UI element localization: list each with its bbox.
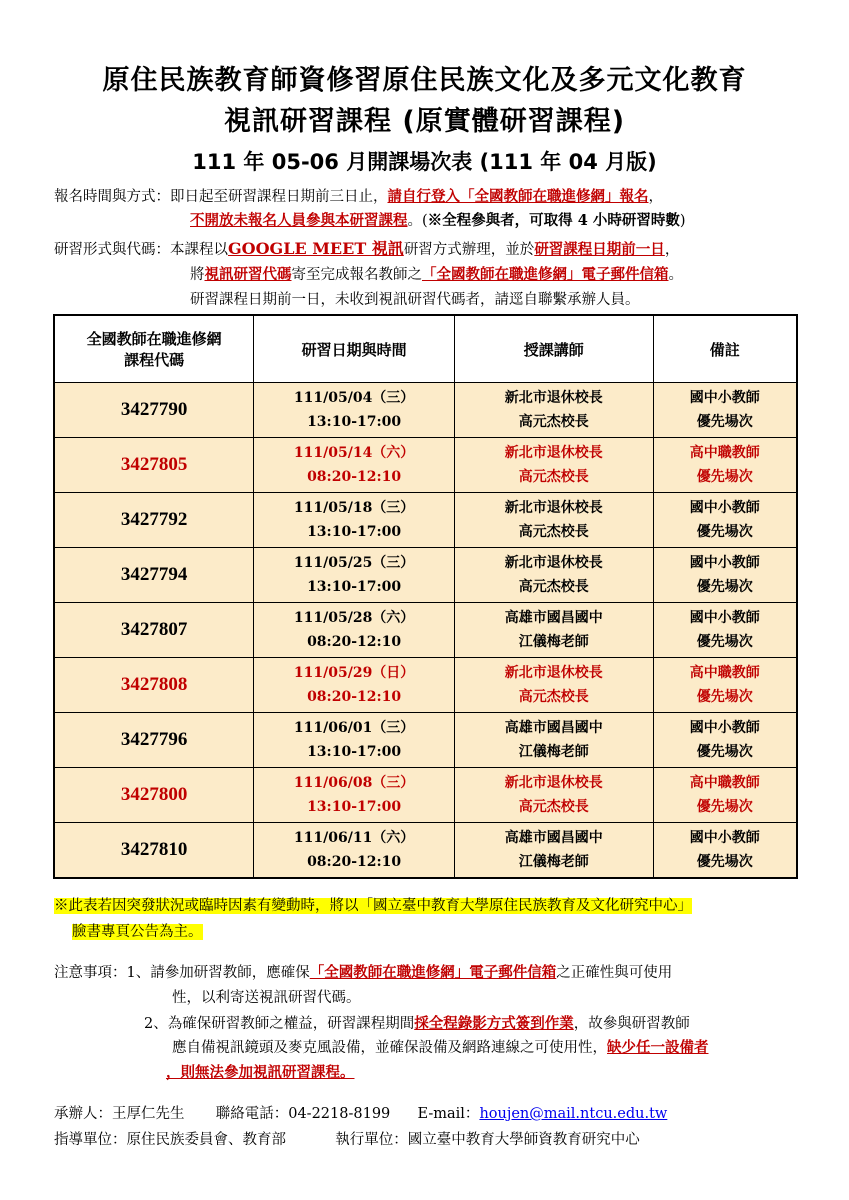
format-text-3: ， bbox=[664, 242, 680, 258]
course-date: 111/05/29（日） bbox=[293, 665, 415, 681]
remark-priority: 優先場次 bbox=[696, 469, 753, 485]
notes-label: 注意事項： bbox=[54, 965, 127, 981]
course-remark bbox=[653, 768, 797, 823]
course-time: 08:20-12:10 bbox=[307, 469, 402, 485]
contact-person: 承辦人：王厚仁先生 bbox=[54, 1106, 185, 1122]
course-remark bbox=[653, 548, 797, 603]
course-remark bbox=[653, 383, 797, 438]
remark-audience: 國中小教師 bbox=[689, 555, 760, 571]
course-datetime bbox=[254, 768, 454, 823]
format-red-3: 「全國教師在職進修網」電子郵件信箱 bbox=[422, 266, 669, 283]
note-2-line-3 bbox=[166, 1060, 355, 1086]
course-datetime bbox=[254, 823, 454, 879]
format-red-2: 視訊研習代碼 bbox=[204, 266, 292, 283]
instructor-affiliation: 新北市退休校長 bbox=[504, 445, 603, 461]
registration-red-2: 不開放未報名人員參與本研習課程 bbox=[190, 212, 408, 229]
registration-paren-open: 。( bbox=[407, 213, 428, 229]
course-time: 13:10-17:00 bbox=[307, 414, 402, 430]
note-2-red: 採全程錄影方式簽到作業 bbox=[414, 1015, 574, 1032]
header-course-code bbox=[54, 315, 254, 383]
instructor-affiliation: 新北市退休校長 bbox=[504, 555, 603, 571]
instructor-name: 高元杰校長 bbox=[518, 414, 589, 430]
registration-label: 報名時間與方式： bbox=[54, 189, 170, 205]
remark-audience: 高中職教師 bbox=[689, 775, 760, 791]
format-text-5: 寄至完成報名教師之 bbox=[291, 267, 422, 283]
remark-priority: 優先場次 bbox=[696, 524, 753, 540]
registration-paren-close: ) bbox=[679, 213, 686, 229]
registration-comma: ， bbox=[648, 189, 663, 205]
course-code: 3427800 bbox=[54, 768, 254, 823]
remark-audience: 國中小教師 bbox=[689, 500, 760, 516]
course-instructor bbox=[454, 658, 653, 713]
note-2-text: 應自備視訊鏡頭及麥克風設備，並確保設備及網路連線之可使用性， bbox=[172, 1040, 607, 1056]
course-instructor bbox=[454, 383, 653, 438]
remark-audience: 國中小教師 bbox=[689, 390, 760, 406]
course-remark bbox=[653, 603, 797, 658]
note-1-suffix: 之正確性與可使用 bbox=[556, 965, 673, 981]
remark-audience: 國中小教師 bbox=[689, 830, 760, 846]
course-instructor bbox=[454, 603, 653, 658]
remark-priority: 優先場次 bbox=[696, 414, 753, 430]
instructor-affiliation: 新北市退休校長 bbox=[504, 665, 603, 681]
instructor-name: 江儀梅老師 bbox=[518, 634, 589, 650]
course-code: 3427810 bbox=[54, 823, 254, 879]
footer-units bbox=[54, 1128, 640, 1149]
remark-audience: 國中小教師 bbox=[689, 610, 760, 626]
course-time: 13:10-17:00 bbox=[307, 799, 402, 815]
schedule-table bbox=[53, 314, 798, 879]
title-line-1: 原住民族教育師資修習原住民族文化及多元文化教育 bbox=[102, 65, 747, 96]
course-datetime bbox=[254, 383, 454, 438]
course-date: 111/06/11（六） bbox=[293, 830, 415, 846]
format-label: 研習形式與代碼： bbox=[54, 242, 170, 258]
table-row bbox=[54, 768, 797, 823]
header-instructor: 授課講師 bbox=[454, 315, 653, 383]
contact-phone: 聯絡電話：04-2218-8199 bbox=[215, 1106, 391, 1122]
course-datetime bbox=[254, 713, 454, 768]
remark-priority: 優先場次 bbox=[696, 854, 753, 870]
course-date: 111/05/04（三） bbox=[293, 390, 415, 406]
course-datetime bbox=[254, 658, 454, 713]
course-date: 111/05/28（六） bbox=[293, 610, 415, 626]
course-date: 111/05/18（三） bbox=[293, 500, 415, 516]
remark-priority: 優先場次 bbox=[696, 799, 753, 815]
instructor-name: 高元杰校長 bbox=[518, 524, 589, 540]
title-line-2: 視訊研習課程 (原實體研習課程) bbox=[223, 106, 626, 137]
table-header-row bbox=[54, 315, 797, 383]
course-date: 111/05/14（六） bbox=[293, 445, 415, 461]
note-1-line-2: 性，以利寄送視訊研習代碼。 bbox=[172, 990, 361, 1006]
instructor-affiliation: 新北市退休校長 bbox=[504, 390, 603, 406]
note-2-prefix: 2、為確保研習教師之權益，研習課程期間 bbox=[144, 1016, 415, 1032]
instructor-name: 高元杰校長 bbox=[518, 799, 589, 815]
remark-priority: 優先場次 bbox=[696, 579, 753, 595]
remark-audience: 高中職教師 bbox=[689, 665, 760, 681]
course-time: 13:10-17:00 bbox=[307, 744, 402, 760]
note-2-line-2 bbox=[172, 1035, 709, 1061]
guiding-unit: 指導單位：原住民族委員會、教育部 bbox=[54, 1132, 286, 1148]
course-code: 3427796 bbox=[54, 713, 254, 768]
note-2-suffix: ，故參與研習教師 bbox=[573, 1016, 690, 1032]
instructor-affiliation: 高雄市國昌國中 bbox=[504, 830, 603, 846]
note-1-line-1 bbox=[54, 960, 672, 986]
note-2-red-2: 缺少任一設備者 bbox=[607, 1039, 709, 1056]
course-datetime bbox=[254, 548, 454, 603]
table-row bbox=[54, 823, 797, 879]
format-text-6: 。 bbox=[668, 267, 683, 283]
remark-priority: 優先場次 bbox=[696, 634, 753, 650]
course-code: 3427790 bbox=[54, 383, 254, 438]
email-label: E-mail： bbox=[417, 1106, 480, 1122]
course-datetime bbox=[254, 493, 454, 548]
instructor-affiliation: 新北市退休校長 bbox=[504, 775, 603, 791]
title-line-3: 111 年 05-06 月開課場次表 (111 年 04 月版) bbox=[192, 150, 657, 174]
instructor-name: 江儀梅老師 bbox=[518, 854, 589, 870]
instructor-name: 高元杰校長 bbox=[518, 689, 589, 705]
registration-line-1 bbox=[54, 186, 663, 208]
course-code: 3427805 bbox=[54, 438, 254, 493]
table-row bbox=[54, 713, 797, 768]
footer-contact bbox=[54, 1102, 667, 1123]
instructor-affiliation: 新北市退休校長 bbox=[504, 500, 603, 516]
change-notice bbox=[54, 893, 692, 945]
remark-priority: 優先場次 bbox=[696, 689, 753, 705]
course-instructor bbox=[454, 823, 653, 879]
header-code-line-1: 全國教師在職進修網 bbox=[86, 330, 222, 348]
format-text-1: 本課程以 bbox=[170, 242, 228, 258]
format-line-3: 研習課程日期前一日，未收到視訊研習代碼者，請逕自聯繫承辦人員。 bbox=[190, 292, 640, 308]
instructor-name: 江儀梅老師 bbox=[518, 744, 589, 760]
remark-audience: 國中小教師 bbox=[689, 720, 760, 736]
course-code: 3427794 bbox=[54, 548, 254, 603]
format-red-1: 研習課程日期前一日 bbox=[534, 241, 665, 258]
instructor-name: 高元杰校長 bbox=[518, 469, 589, 485]
table-body bbox=[54, 383, 797, 879]
instructor-affiliation: 高雄市國昌國中 bbox=[504, 720, 603, 736]
table-row bbox=[54, 493, 797, 548]
course-remark bbox=[653, 438, 797, 493]
course-code: 3427807 bbox=[54, 603, 254, 658]
note-2-red-3: ，則無法參加視訊研習課程。 bbox=[166, 1064, 355, 1081]
format-meet: GOOGLE MEET 視訊 bbox=[228, 239, 404, 258]
course-code: 3427792 bbox=[54, 493, 254, 548]
note-2-line-1 bbox=[144, 1011, 690, 1037]
instructor-name: 高元杰校長 bbox=[518, 579, 589, 595]
course-datetime bbox=[254, 603, 454, 658]
note-1-red: 「全國教師在職進修網」電子郵件信箱 bbox=[309, 964, 557, 981]
course-remark bbox=[653, 713, 797, 768]
table-row bbox=[54, 438, 797, 493]
course-time: 08:20-12:10 bbox=[307, 854, 402, 870]
header-datetime: 研習日期與時間 bbox=[254, 315, 454, 383]
format-text-2: 研習方式辦理，並於 bbox=[403, 242, 535, 258]
format-line-2 bbox=[190, 264, 683, 286]
format-line-1 bbox=[54, 238, 679, 261]
course-instructor bbox=[454, 438, 653, 493]
course-remark bbox=[653, 493, 797, 548]
note-1-prefix: 1、請參加研習教師，應確保 bbox=[126, 965, 310, 981]
course-instructor bbox=[454, 768, 653, 823]
course-date: 111/06/08（三） bbox=[293, 775, 415, 791]
table-row bbox=[54, 658, 797, 713]
course-time: 13:10-17:00 bbox=[307, 579, 402, 595]
course-instructor bbox=[454, 548, 653, 603]
course-date: 111/05/25（三） bbox=[293, 555, 415, 571]
registration-note: ※全程參與者，可取得 4 小時研習時數 bbox=[427, 212, 680, 229]
remark-audience: 高中職教師 bbox=[689, 445, 760, 461]
table-row bbox=[54, 383, 797, 438]
header-code-line-2: 課程代碼 bbox=[124, 351, 185, 369]
notice-line-2: 臉書專頁公告為主。 bbox=[72, 924, 203, 940]
registration-text: 即日起至研習課程日期前三日止， bbox=[170, 189, 388, 205]
course-instructor bbox=[454, 713, 653, 768]
course-date: 111/06/01（三） bbox=[293, 720, 415, 736]
table-row bbox=[54, 603, 797, 658]
registration-line-2 bbox=[190, 210, 686, 232]
notice-line-1: ※此表若因突發狀況或臨時因素有變動時，將以「國立臺中教育大學原住民族教育及文化研究中心」 bbox=[54, 898, 692, 914]
course-remark bbox=[653, 658, 797, 713]
format-text-4: 將 bbox=[190, 267, 205, 283]
course-time: 08:20-12:10 bbox=[307, 634, 402, 650]
course-time: 08:20-12:10 bbox=[307, 689, 402, 705]
registration-red-1: 請自行登入「全國教師在職進修網」報名 bbox=[387, 188, 649, 205]
executing-unit: 執行單位：國立臺中教育大學師資教育研究中心 bbox=[335, 1132, 640, 1148]
remark-priority: 優先場次 bbox=[696, 744, 753, 760]
header-remark: 備註 bbox=[653, 315, 797, 383]
course-instructor bbox=[454, 493, 653, 548]
course-code: 3427808 bbox=[54, 658, 254, 713]
email-link[interactable]: houjen@mail.ntcu.edu.tw bbox=[479, 1106, 668, 1122]
instructor-affiliation: 高雄市國昌國中 bbox=[504, 610, 603, 626]
course-time: 13:10-17:00 bbox=[307, 524, 402, 540]
table-row bbox=[54, 548, 797, 603]
course-datetime bbox=[254, 438, 454, 493]
course-remark bbox=[653, 823, 797, 879]
